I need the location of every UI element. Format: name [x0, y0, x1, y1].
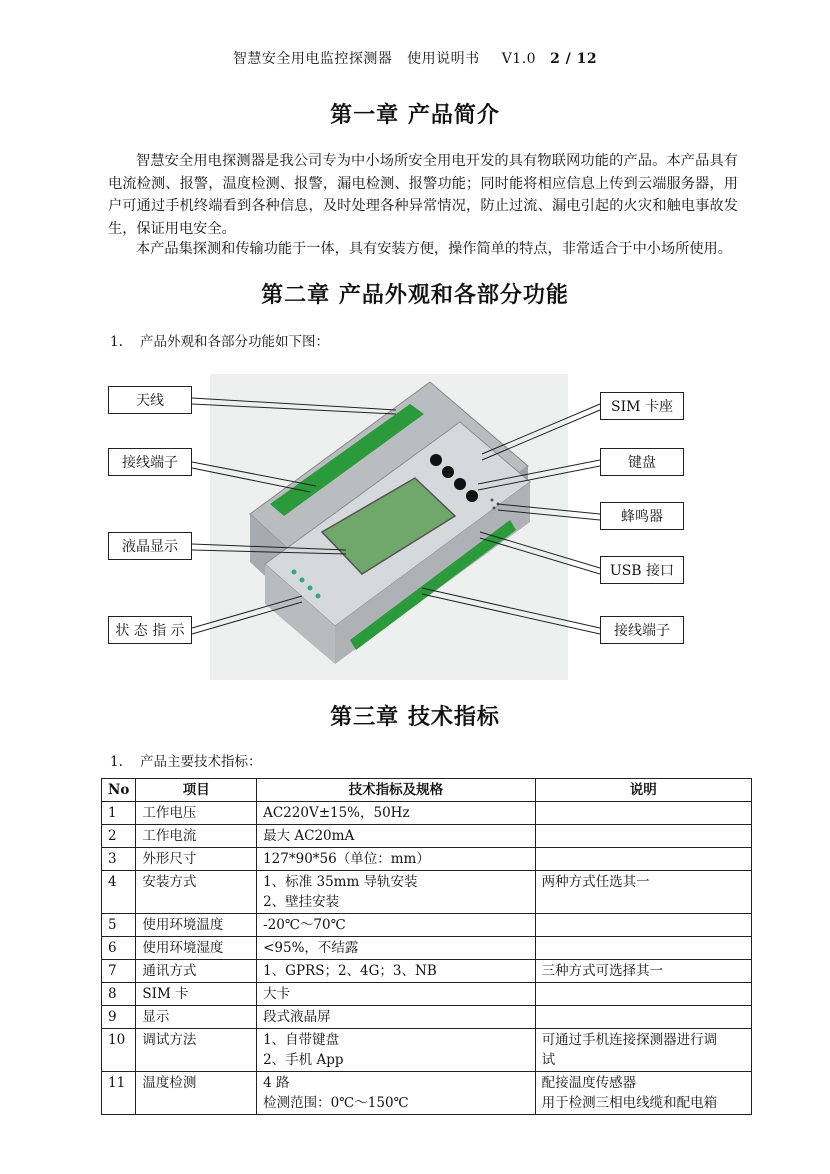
note-line: 三种方式可选择其一 — [541, 963, 664, 979]
label-terminal-right: 接线端子 — [600, 616, 684, 644]
spec-line: 段式液晶屏 — [263, 1009, 331, 1025]
item-name: 通讯方式 — [142, 963, 197, 979]
spec-table — [101, 778, 752, 1115]
note-line: 两种方式任选其一 — [541, 874, 650, 890]
chapter1-paragraph-2: 本产品集探测和传输功能于一体，具有安装方便，操作简单的特点，非常适合于中小场所使用。 — [136, 241, 732, 257]
cell-no — [102, 802, 136, 825]
cell-note — [535, 802, 751, 825]
item-name: 安装方式 — [142, 874, 197, 890]
item-number: 1. — [110, 754, 123, 770]
spec-line: -20℃～70℃ — [263, 917, 346, 933]
spec-line: AC220V±15%，50Hz — [263, 805, 410, 821]
item-text: 产品外观和各部分功能如下图： — [140, 334, 329, 350]
spec-line: <95%，不结露 — [263, 940, 359, 956]
cell-item — [136, 960, 257, 983]
table-row — [102, 1072, 752, 1115]
table-row — [102, 848, 752, 871]
cell-note — [535, 825, 751, 848]
item-name: 工作电流 — [142, 828, 197, 844]
row-number: 8 — [108, 986, 117, 1002]
cell-no — [102, 825, 136, 848]
item-number: 1. — [110, 334, 123, 350]
cell-item — [136, 848, 257, 871]
row-number: 5 — [108, 917, 117, 933]
cell-spec — [257, 983, 536, 1006]
cell-item — [136, 1029, 257, 1072]
doc-version: V1.0 — [501, 51, 537, 67]
cell-note — [535, 1029, 751, 1072]
spec-line: 1、自带键盘 — [263, 1032, 340, 1048]
item-name: 温度检测 — [142, 1075, 197, 1091]
cell-spec — [257, 825, 536, 848]
label-terminal-left: 接线端子 — [108, 448, 192, 476]
row-number: 4 — [108, 874, 117, 890]
item-name: 外形尺寸 — [142, 851, 197, 867]
label-usb: USB 接口 — [600, 556, 684, 584]
cell-note — [535, 937, 751, 960]
cell-item — [136, 937, 257, 960]
cell-item — [136, 802, 257, 825]
chapter3-item — [110, 750, 262, 770]
row-number: 1 — [108, 805, 117, 821]
cell-no — [102, 914, 136, 937]
table-row — [102, 825, 752, 848]
row-number: 6 — [108, 940, 117, 956]
cell-no — [102, 1006, 136, 1029]
cell-spec — [257, 848, 536, 871]
cell-no — [102, 983, 136, 1006]
spec-line: 1、GPRS；2、4G；3、NB — [263, 963, 437, 979]
label-status: 状 态 指 示 — [108, 616, 192, 644]
device-illustration — [210, 374, 568, 680]
doc-title: 智慧安全用电监控探测器 使用说明书 — [232, 51, 480, 67]
cell-no — [102, 848, 136, 871]
cell-item — [136, 1006, 257, 1029]
col-header-note: 说明 — [535, 779, 751, 802]
cell-spec — [257, 871, 536, 914]
cell-note — [535, 848, 751, 871]
table-row — [102, 1029, 752, 1072]
note-line: 试 — [541, 1052, 556, 1068]
spec-line: 4 路 — [263, 1075, 290, 1091]
cell-note — [535, 1072, 751, 1115]
product-figure — [106, 374, 696, 680]
spec-line: 2、壁挂安装 — [263, 894, 340, 910]
label-sim: SIM 卡座 — [600, 392, 684, 420]
cell-item — [136, 1072, 257, 1115]
col-header-spec: 技术指标及规格 — [257, 779, 536, 802]
cell-note — [535, 1006, 751, 1029]
table-header-row — [102, 779, 752, 802]
spec-line: 检测范围：0℃～150℃ — [263, 1095, 409, 1111]
table-body — [102, 802, 752, 1115]
item-name: 显示 — [142, 1009, 170, 1025]
item-name: 工作电压 — [142, 805, 197, 821]
chapter1-title: 第一章 产品简介 — [330, 102, 500, 128]
cell-no — [102, 871, 136, 914]
cell-note — [535, 914, 751, 937]
spec-line: 最大 AC20mA — [263, 828, 355, 844]
cell-spec — [257, 914, 536, 937]
chapter2-title: 第二章 产品外观和各部分功能 — [261, 282, 569, 308]
chapter1-paragraph-1: 智慧安全用电探测器是我公司专为中小场所安全用电开发的具有物联网功能的产品。本产品具有电流检测、报警，温度检测、报警，漏电检测、报警功能；同时能将相应信息上传到云端服务器，用户可通过手机终端看到各种信息，及时处理各种异常情况，防止过流、漏电引起的火灾和触电事故发生，保证用电安全。 — [108, 153, 738, 237]
col-header-no: No — [102, 779, 136, 802]
cell-no — [102, 960, 136, 983]
row-number: 2 — [108, 828, 117, 844]
page-number: 2 / 12 — [550, 51, 598, 67]
table-row — [102, 1006, 752, 1029]
row-number: 7 — [108, 963, 117, 979]
cell-no — [102, 1072, 136, 1115]
item-name: 调试方法 — [142, 1032, 197, 1048]
cell-note — [535, 960, 751, 983]
cell-spec — [257, 960, 536, 983]
table-row — [102, 914, 752, 937]
product-photo — [210, 374, 568, 680]
item-name: 使用环境湿度 — [142, 940, 224, 956]
cell-spec — [257, 802, 536, 825]
note-line: 配接温度传感器 — [541, 1075, 637, 1091]
row-number: 11 — [108, 1075, 126, 1091]
label-keypad: 键盘 — [600, 448, 684, 476]
cell-spec — [257, 1029, 536, 1072]
row-number: 3 — [108, 851, 117, 867]
label-antenna: 天线 — [108, 386, 192, 414]
item-text: 产品主要技术指标： — [140, 754, 262, 770]
label-buzzer: 蜂鸣器 — [600, 502, 684, 530]
cell-spec — [257, 1006, 536, 1029]
spec-line: 1、标准 35mm 导轨安装 — [263, 874, 418, 890]
col-header-item: 项目 — [136, 779, 257, 802]
item-name: 使用环境温度 — [142, 917, 224, 933]
table-row — [102, 802, 752, 825]
table-row — [102, 871, 752, 914]
cell-no — [102, 1029, 136, 1072]
spec-line: 127*90*56（单位：mm） — [263, 851, 430, 867]
cell-no — [102, 937, 136, 960]
page-header — [0, 48, 830, 68]
cell-spec — [257, 1072, 536, 1115]
spec-line: 大卡 — [263, 986, 291, 1002]
cell-item — [136, 871, 257, 914]
cell-item — [136, 825, 257, 848]
cell-item — [136, 983, 257, 1006]
cell-spec — [257, 937, 536, 960]
cell-note — [535, 871, 751, 914]
cell-note — [535, 983, 751, 1006]
table-row — [102, 937, 752, 960]
chapter3-title: 第三章 技术指标 — [330, 704, 500, 730]
table-row — [102, 983, 752, 1006]
table-row — [102, 960, 752, 983]
cell-item — [136, 914, 257, 937]
chapter2-item — [110, 330, 329, 350]
label-lcd: 液晶显示 — [108, 532, 192, 560]
note-line: 用于检测三相电线缆和配电箱 — [541, 1095, 718, 1111]
spec-line: 2、手机 App — [263, 1052, 344, 1068]
note-line: 可通过手机连接探测器进行调 — [541, 1032, 718, 1048]
row-number: 9 — [108, 1009, 117, 1025]
row-number: 10 — [108, 1032, 126, 1048]
item-name: SIM 卡 — [142, 986, 189, 1002]
